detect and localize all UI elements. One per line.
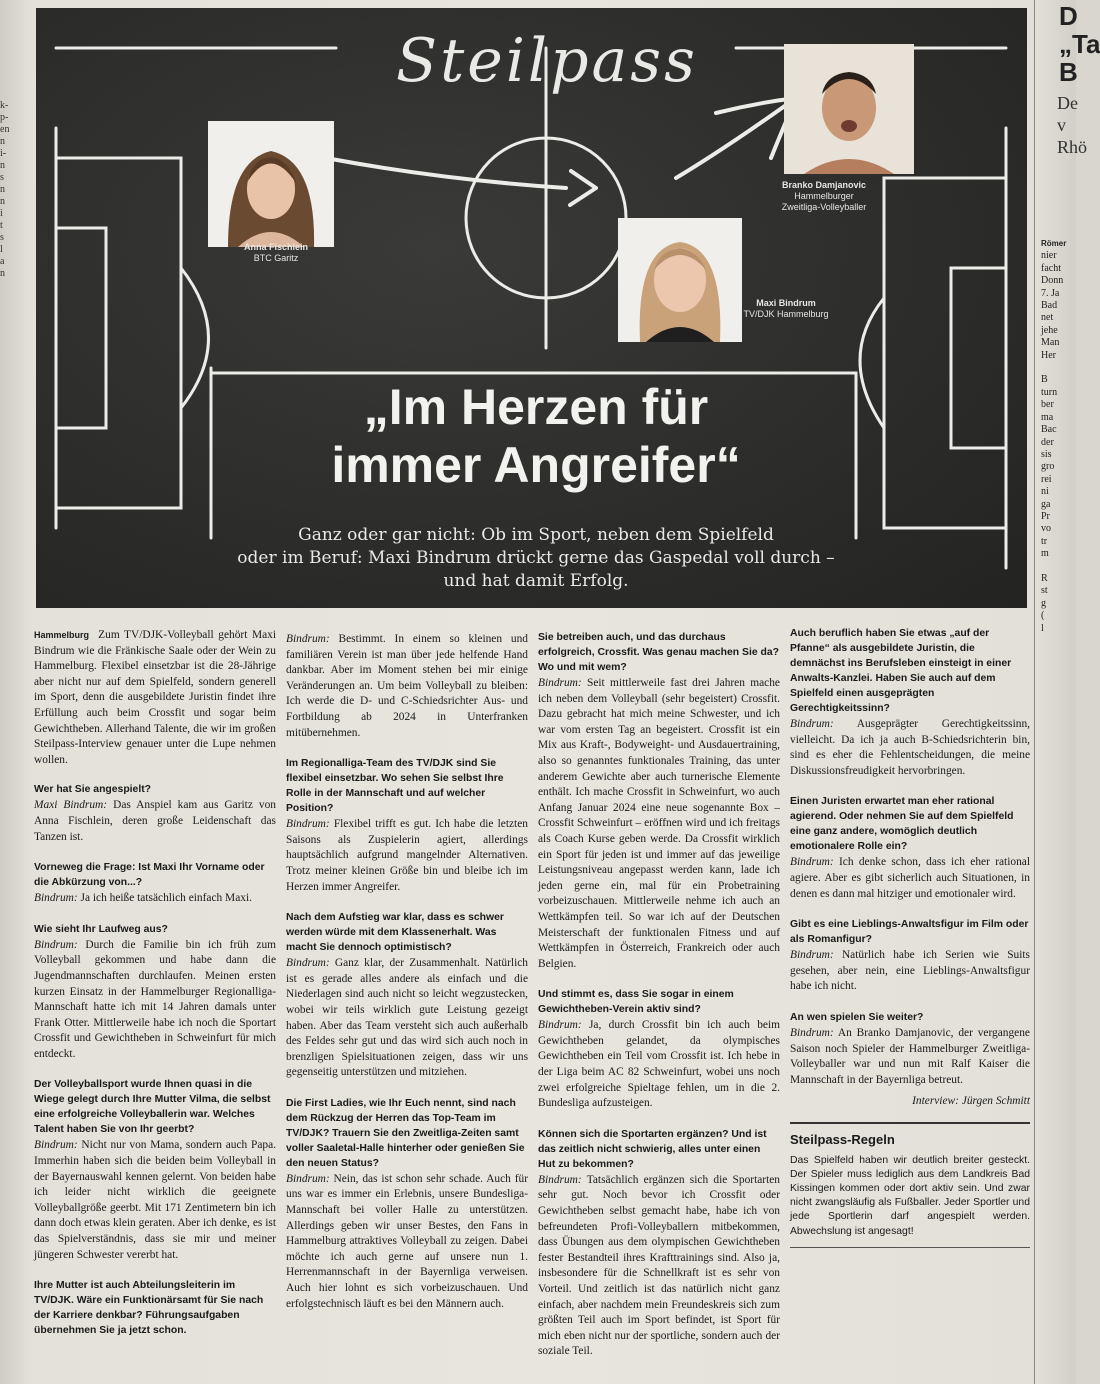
player-club: TV/DJK Hammelburg <box>743 309 829 319</box>
headline-line-2: immer Angreifer“ <box>331 437 741 493</box>
article-column-2 <box>286 632 528 1327</box>
question: Die First Ladies, wie Ihr Euch nennt, sind nach dem Rückzug der Herren das Top-Team im TV/DJK? Trauern Sie den Zweitliga-Zeiten samt voller Saaletal-Halle hinterher oder genießen Sie den neuen Status? <box>286 1097 525 1169</box>
strip-line: t <box>0 220 3 231</box>
strip-line: s <box>0 172 4 183</box>
strip-line: a <box>0 256 5 267</box>
answer-text: Bestimmt. In einem so kleinen und familiären Verein ist man über jede helfende Hand dankbar. Aber im Moment stehen bei mir einige Veränderungen an. Um beim Volleyball zu bleiben: Ich werde die D- und C-Schiedsrichter Aus- und Fortbildung ab 2024 in Unterfranken mitübernehmen. <box>286 633 528 739</box>
answer <box>790 717 1030 779</box>
answer-speaker: Bindrum: <box>34 1139 78 1152</box>
headline-line-1: „Im Herzen für <box>363 379 709 435</box>
answer-text: An Branko Damjanovic, der vergangene Saison noch Spieler der Hammelburger Zweitliga-Volleyballer war und nun mit Ralf Kaiser die Mannschaft in der Bayernliga betreut. <box>790 1026 1030 1086</box>
answer-speaker: Maxi Bindrum: <box>34 799 108 812</box>
answer <box>286 817 528 895</box>
player-name: Maxi Bindrum <box>756 298 816 308</box>
question: Wie sieht Ihr Laufweg aus? <box>34 923 168 935</box>
strip-line: Her <box>1041 349 1056 361</box>
strip-line: l <box>1041 622 1044 634</box>
answer-speaker: Bindrum: <box>286 633 330 645</box>
strip-title-line: D <box>1059 1 1078 31</box>
rules-title: Steilpass-Regeln <box>790 1131 895 1147</box>
strip-subtitle-line: Rhö <box>1057 137 1088 157</box>
question: Wer hat Sie angespielt? <box>34 784 152 796</box>
strip-line: st <box>1041 585 1048 597</box>
answer <box>34 1138 276 1263</box>
question: Einen Juristen erwartet man eher rational agierend. Oder nehmen Sie auf dem Spielfeld eine ganz andere, womöglich deutlich emotionalere Rolle ein? <box>790 796 1014 853</box>
next-article-subtitle <box>1057 92 1088 158</box>
strip-line <box>1041 362 1077 374</box>
rules-box <box>790 1122 1030 1239</box>
chalkboard-header <box>36 8 1027 608</box>
strip-line: n <box>0 196 5 207</box>
answer-text: Ganz klar, der Zusammenhalt. Natürlich ist es gerade alles andere als einfach und die Niederlagen sind auch nicht so leicht wegzustecken, wobei wir teils wirklich gute Leistung gezeigt haben. Aber das Team versteht sich auch außerhalb des Feldes sehr gut und das wird sich auch noch in brenzligen Spielsituationen zeigen, dass wir uns gegenseitig unterstützen und mitziehen. <box>286 957 528 1079</box>
answer <box>34 891 276 907</box>
question: Und stimmt es, dass Sie sogar in einem Gewichtheben-Verein aktiv sind? <box>538 989 734 1016</box>
strip-line: vo <box>1041 523 1051 535</box>
interview-credit: Interview: Jürgen Schmitt <box>912 1095 1030 1108</box>
strip-line: n <box>0 268 5 279</box>
question: Im Regionalliga-Team des TV/DJK sind Sie flexibel einsetzbar. Wo sehen Sie selbst Ihre Rolle in der Mannschaft und auf welcher Position? <box>286 758 504 815</box>
subheadline <box>216 524 856 593</box>
answer-text: Natürlich habe ich Serien wie Suits gesehen, aber nein, eine Lieblings-Anwaltsfigur habe ich nicht. <box>790 949 1030 993</box>
question: Nach dem Aufstieg war klar, dass es schwer werden würde mit dem Klassenerhalt. Was macht Sie dennoch optimistisch? <box>286 912 504 954</box>
subheadline-line-2: oder im Beruf: Maxi Bindrum drückt gerne das Gaspedal voll durch – <box>237 548 835 568</box>
portrait-image <box>784 44 914 174</box>
strip-line: sis <box>1041 448 1052 460</box>
answer-text: Nicht nur von Mama, sondern auch Papa. Immerhin haben sich die beiden beim Volleyball in der Bayernauswahl kennen gelernt. Von beiden habe ich leider nicht wirklich die geeignete Volleyballgröße geerbt. Mit 171 Zentimetern bin ich dann doch etwas klein geraten. Aber ich denke, es ist das Spielverständnis, dass sie mir und meiner jüngeren Schwester vererbt hat. <box>34 1139 276 1261</box>
article-column-1 <box>34 628 276 1339</box>
answer <box>790 948 1030 995</box>
answer <box>790 1026 1030 1088</box>
answer-speaker: Bindrum: <box>286 957 330 970</box>
answer-text: Ja ich heiße tatsächlich einfach Maxi. <box>80 892 252 905</box>
player-label-anna <box>226 242 326 264</box>
player-name: Branko Damjanovic <box>781 180 867 190</box>
answer-speaker: Bindrum: <box>34 892 78 905</box>
answer-speaker: Bindrum: <box>286 818 330 831</box>
question: Auch beruflich haben Sie etwas „auf der Pfanne“ als ausgebildete Juristin, die demnächst ins Berufsleben einsteigt in einer Anwalts-Kanzlei. Haben Sie auch auf dem Spielfeld einen ausgeprägten Gerechtigkeitssinn? <box>790 628 1012 714</box>
strip-line: der <box>1041 436 1054 448</box>
strip-line: Donn <box>1041 275 1064 287</box>
strip-line: ber <box>1041 399 1054 411</box>
answer <box>286 632 528 741</box>
answer <box>34 798 276 845</box>
strip-line: p- <box>0 112 9 123</box>
answer <box>34 938 276 1063</box>
strip-line: ga <box>1041 498 1051 510</box>
answer <box>790 855 1030 902</box>
player-club-line-2: Zweitliga-Volleyballer <box>781 202 867 212</box>
article-column-3 <box>538 630 780 1375</box>
strip-line: k- <box>0 100 9 111</box>
portrait-image <box>208 121 334 247</box>
answer <box>538 1018 780 1112</box>
answer <box>286 956 528 1081</box>
headline <box>236 378 836 494</box>
strip-subtitle-line: v <box>1057 115 1066 135</box>
answer-speaker: Bindrum: <box>286 1172 330 1185</box>
player-name: Anna Fischlein <box>243 242 308 252</box>
strip-line: ma <box>1041 411 1054 423</box>
strip-line: jehe <box>1041 324 1058 336</box>
strip-line: facht <box>1041 262 1061 274</box>
avatar-maxi-bindrum <box>618 218 742 342</box>
strip-line: en <box>0 124 10 135</box>
strip-line: n <box>0 136 5 147</box>
player-label-maxi <box>726 298 846 320</box>
strip-title-line: „Ta <box>1059 29 1100 59</box>
question-text: Ihre Mutter ist auch Abteilungsleiterin im TV/DJK. Wäre ein Funktionärsamt für Sie nach der Karriere denkbar? Führungsaufgaben übernehmen Sie ja jetzt schon. <box>34 1280 264 1337</box>
strip-line: l <box>0 244 3 255</box>
strip-line <box>1041 561 1077 573</box>
answer-speaker: Bindrum: <box>538 677 582 689</box>
strip-line: Pr <box>1041 510 1050 522</box>
question: Der Volleyballsport wurde Ihnen quasi in die Wiege gelegt durch Ihre Mutter Vilma, die selbst eine erfolgreiche Volleyballerin war. Welches Talent haben Sie von Ihr geerbt? <box>34 1079 271 1136</box>
strip-line: ( <box>1041 610 1045 622</box>
question: Können sich die Sportarten ergänzen? Und ist das zeitlich nicht schwierig, alles unter einen Hut zu bekommen? <box>538 1128 767 1170</box>
strip-line: i- <box>0 148 7 159</box>
strip-subtitle-line: De <box>1057 93 1078 113</box>
article-column-4 <box>790 626 1030 1248</box>
question <box>34 1278 276 1338</box>
answer-text: Tatsächlich ergänzen sich die Sportarten sehr gut. Noch bevor ich Crossfit oder Gewichtheben selbst gemacht habe, habe ich von befreundeten Profi-Volleyballern mitbekommen, dass Übungen aus dem olympischen Gewichtheben fester Bestandteil ihres Krafttrainings sind. Also ja, insbesondere für die Schnellkraft ist es sehr von Vorteil. Und zeitlich ist das natürlich nicht ganz einfach, aber nachdem mein Freundeskreis sich zum größten Teil auch im Sport befindet, ist Sport für mich eben nicht nur der sportliche, sondern auch der soziale Teil. <box>538 1173 780 1358</box>
strip-title-line: B <box>1059 57 1078 87</box>
strip-line: nier <box>1041 250 1057 262</box>
player-club: Hammelburger <box>794 191 854 201</box>
strip-line: s <box>0 232 4 243</box>
strip-line: n <box>0 184 5 195</box>
next-article-strip <box>1034 0 1100 1384</box>
answer-text: Seit mittlerweile fast drei Jahren mache ich neben dem Volleyball (sehr begeistert) Crossfit. Dazu gebracht hat mich meine Schwester, und ich war vom ersten Tag an begeistert. Crossfit ist ein Mix aus Kraft-, Bodyweight- und Ausdauertraining, also so genanntes funktionales Training, das unter anderem Gewichte aber auch turnerische Elemente enthält. Ich mache Crossfit in Schweinfurt, wo auch Anfang Januar 2024 eine neue sogenannte Box – Crossfit Schweinfurt – eröffnen wird und ich freitags als Coach Kurse geben werde. Da Crossfit wirklich ein Sport für jeden ist und immer auf das jeweilige Leistungsniveau angepasst werden kann, lade ich jeden gerne ein, mal für ein Probetraining vorbeizuschauen. Mittlerweile nehme ich auch an Wettkämpfen teil. So war ich auf der Deutschen Meisterschaft der funktionalen Fitness und auf Wettkämpfen in Österreich, Frankreich oder auch Belgien. <box>538 677 780 970</box>
question: Gibt es eine Lieblings-Anwaltsfigur im Film oder als Romanfigur? <box>790 919 1029 946</box>
answer-text: Ich denke schon, dass ich eher rational agiere. Aber es gibt sicherlich auch Situationen, in denen es dann mal hitziger und emotionaler wird. <box>790 856 1030 900</box>
strip-line: m <box>1041 548 1049 560</box>
question: Vorneweg die Frage: Ist Maxi Ihr Vorname oder die Abkürzung von...? <box>34 862 265 889</box>
answer-text: Ausgeprägter Gerechtigkeitssinn, vielleicht. Da ich ja auch B-Schiedsrichterin bin, sind es eher die Fehlentscheidungen, die meine Diskussionsfreudigkeit hervorbringen. <box>790 718 1031 777</box>
dateline: Hammelburg <box>34 630 90 640</box>
answer-speaker: Bindrum: <box>538 1019 582 1032</box>
strip-line: Römer <box>1041 239 1067 248</box>
answer <box>286 1172 528 1312</box>
player-label-branko <box>754 180 894 213</box>
intro-text: Zum TV/DJK-Volleyball gehört Maxi Bindrum wie die Fränkische Saale oder der Wein zu Hammelburg. Flexibel einsetzbar ist die 28-Jährige aber nicht nur auf dem Spielfeld, sondern generell im Sport, denn die ausgebildete Juristin findet ihre Erfüllung auch beim Crossfit und sogar beim Gewichtheben. Allerhand Talente, die wir im großen Steilpass-Interview genauer unter die Lupe nehmen wollen. <box>34 629 276 766</box>
rules-text: Das Spielfeld haben wir deutlich breiter gesteckt. Der Spieler muss lediglich aus dem Landkreis Bad Kissingen kommen oder dort aktiv sein. Und zwar nicht zwangsläufig als Fußballer. Jeder Sportler und jede Sportlerin darf angespielt werden. Abwechslung ist angesagt! <box>790 1154 1030 1237</box>
answer-text: Ja, durch Crossfit bin ich auch beim Gewichtheben gelandet, da olympisches Gewichtheben ein Teil vom Crossfit ist. Ich hebe in der Liga beim AC 82 Schweinfurt, wobei uns noch zwei erfolgreiche Spieltage fehlen, um in die 2. Bundesliga aufzusteigen. <box>538 1019 780 1110</box>
answer-speaker: Bindrum: <box>538 1173 582 1186</box>
strip-line: Bac <box>1041 424 1057 436</box>
divider <box>790 1247 1030 1248</box>
next-article-title <box>1059 1 1100 87</box>
strip-line: Bad <box>1041 300 1058 312</box>
avatar-branko-damjanovic <box>784 44 914 174</box>
strip-line: tr <box>1041 535 1048 547</box>
answer-speaker: Bindrum: <box>790 718 834 730</box>
strip-line: B <box>1041 374 1048 386</box>
intro-paragraph <box>34 628 276 768</box>
question: An wen spielen Sie weiter? <box>790 1011 924 1023</box>
previous-page-strip <box>0 100 22 280</box>
rubric-kicker: Steilpass <box>396 26 698 96</box>
answer-speaker: Bindrum: <box>790 1026 834 1039</box>
player-club: BTC Garitz <box>253 253 299 263</box>
answer <box>538 676 780 972</box>
strip-line: rei <box>1041 473 1052 485</box>
strip-line: n <box>0 160 5 171</box>
subheadline-line-1: Ganz oder gar nicht: Ob im Sport, neben dem Spielfeld <box>298 525 774 545</box>
strip-line: gro <box>1041 461 1055 473</box>
strip-line: 7. Ja <box>1041 287 1060 299</box>
answer-text: Nein, das ist schon sehr schade. Auch für uns war es immer ein Erlebnis, unsere Bundesliga-Mannschaft bei voller Halle zu unterstützen. Allerdings geben wir unser Bestes, den Fans in Hammelburg attraktives Volleyball zu zeigen. Dabei möchte ich auch gerne auf unsere nun 1. Herrenmannschaft in der Bayernliga verweisen. Auch hier lohnt es sich vorbeizuschauen. Und erfolgstechnisch läuft es bei den Männern auch. <box>286 1172 528 1310</box>
strip-line: net <box>1041 312 1054 324</box>
avatar-anna-fischlein <box>208 121 334 247</box>
answer-speaker: Bindrum: <box>34 938 78 951</box>
strip-line: i <box>0 208 3 219</box>
strip-line: turn <box>1041 386 1058 398</box>
subheadline-line-3: und hat damit Erfolg. <box>443 571 629 591</box>
strip-line: Man <box>1041 337 1060 349</box>
answer-speaker: Bindrum: <box>790 949 834 962</box>
answer-text: Das Anspiel kam aus Garitz von Anna Fischlein, deren große Leidenschaft das Tanzen ist. <box>34 799 276 843</box>
answer-text: Flexibel trifft es gut. Ich habe die letzten Saisons als Zuspielerin agiert, allerdings hauptsächlich aufgrund mangelnder Alternativen. Trotz meiner kleinen Größe bin und bleibe ich im Herzen immer Angreifer. <box>286 818 528 893</box>
strip-line: g <box>1041 597 1046 609</box>
strip-line: R <box>1041 572 1048 584</box>
question: Sie betreiben auch, und das durchaus erfolgreich, Crossfit. Was genau machen Sie da? Wo und mit wem? <box>538 632 779 673</box>
strip-line: ni <box>1041 486 1049 498</box>
answer <box>538 1173 780 1360</box>
answer-speaker: Bindrum: <box>790 856 834 869</box>
next-article-body <box>1041 238 1077 635</box>
portrait-image <box>618 218 742 342</box>
answer-text: Durch die Familie bin ich früh zum Volleyball gekommen und habe dann die Jugendmannschaften durchlaufen. Meinen ersten kurzen Einsatz in der Hammelburger Regionalliga-Mannschaft hatte ich mit 14 Jahren damals unter Frank Otter. Mittlerweile habe ich noch die Sportart Crossfit und Gewichtheben in Schweinfurt für mich entdeckt. <box>34 938 276 1060</box>
